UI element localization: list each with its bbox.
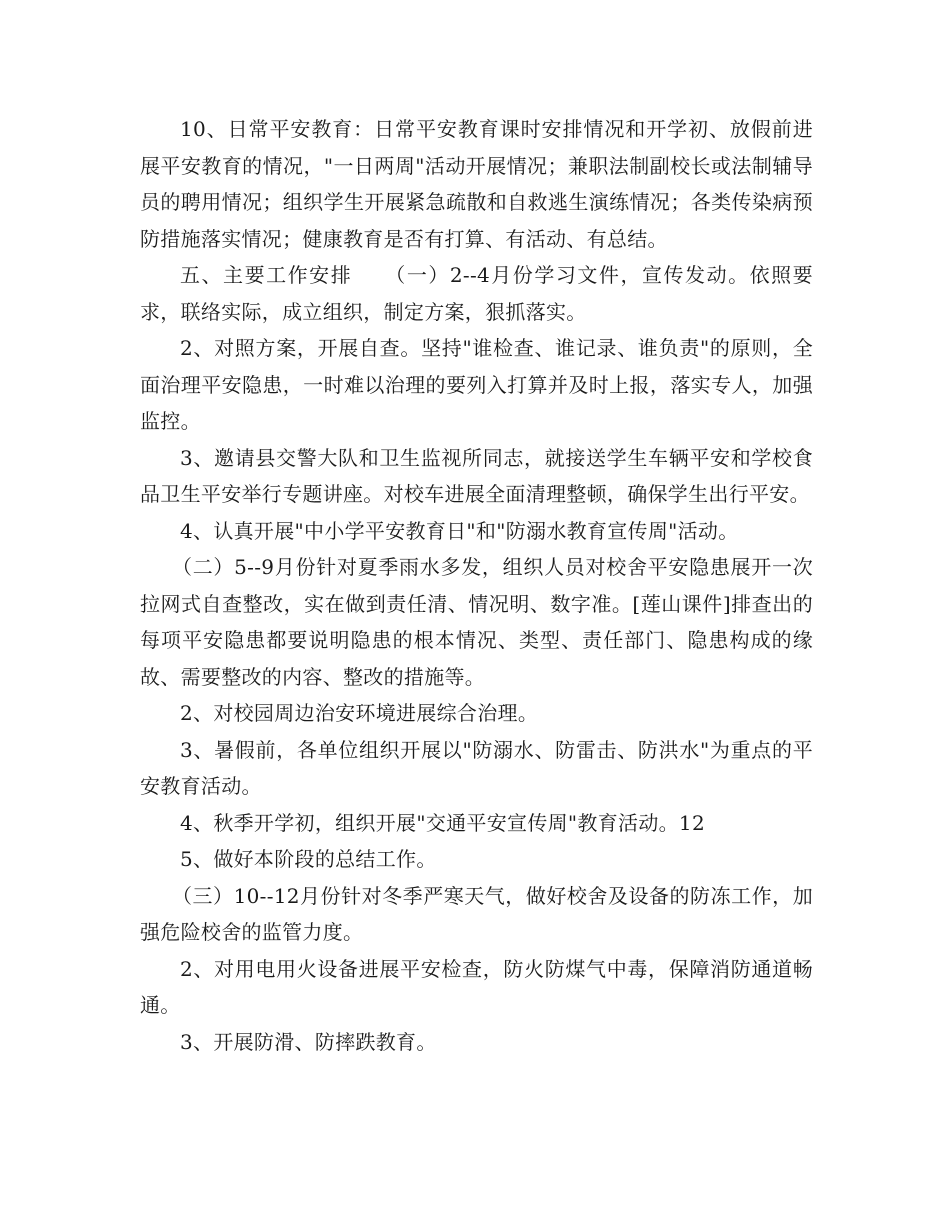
paragraph-stage-summary: 5、做好本阶段的总结工作。 <box>180 847 437 871</box>
document-body <box>140 111 813 1060</box>
paragraph-self-inspection: 2、对照方案，开展自查。坚持"谁检查、谁记录、谁负责"的原则，全面治理平安隐患，一时难以治理的要列入打算并及时上报，落实专人，加强监控。 <box>140 336 813 433</box>
paragraph-anti-slip-education: 3、开展防滑、防摔跌教育。 <box>180 1029 437 1054</box>
paragraph-summer-vacation-education: 3、暑假前，各单位组织开展以"防溺水、防雷击、防洪水"为重点的平安教育活动。 <box>140 737 813 798</box>
paragraph-winter-antifreeze: （三）10--12月份针对冬季严寒天气，做好校舍及设备的防冻工作，加强危险校舍的监管力度。 <box>140 883 813 944</box>
paragraph-traffic-safety-week: 4、秋季开学初，组织开展"交通平安宣传周"教育活动。12 <box>180 810 705 835</box>
paragraph-daily-safety-education: 10、日常平安教育：日常平安教育课时安排情况和开学初、放假前进展平安教育的情况，"一日两周"活动开展情况；兼职法制副校长或法制辅导员的聘用情况；组织学生开展紧急疏散和自救逃生演练情况；各类传染病预防措施落实情况；健康教育是否有打算、有活动、有总结。 <box>140 117 813 251</box>
paragraph-main-work-arrangement: 五、主要工作安排 （一）2--4月份学习文件，宣传发动。依照要求，联络实际，成立组织，制定方案，狠抓落实。 <box>140 263 813 324</box>
paragraph-safety-education-day: 4、认真开展"中小学平安教育日"和"防溺水教育宣传周"活动。 <box>180 518 739 543</box>
paragraph-lecture-invitation: 3、邀请县交警大队和卫生监视所同志，就接送学生车辆平安和学校食品卫生平安举行专题讲座。对校车进展全面清理整顿，确保学生出行平安。 <box>140 445 813 506</box>
paragraph-summer-inspection: （二）5--9月份针对夏季雨水多发，组织人员对校舍平安隐患展开一次拉网式自查整改，实在做到责任清、情况明、数字准。[莲山课件]排查出的每项平安隐患都要说明隐患的根本情况、类型、责任部门、隐患构成的缘故、需要整改的内容、整改的措施等。 <box>140 555 813 689</box>
paragraph-electrical-fire-check: 2、对用电用火设备进展平安检查，防火防煤气中毒，保障消防通道畅通。 <box>140 956 813 1017</box>
paragraph-campus-surroundings: 2、对校园周边治安环境进展综合治理。 <box>180 701 539 725</box>
